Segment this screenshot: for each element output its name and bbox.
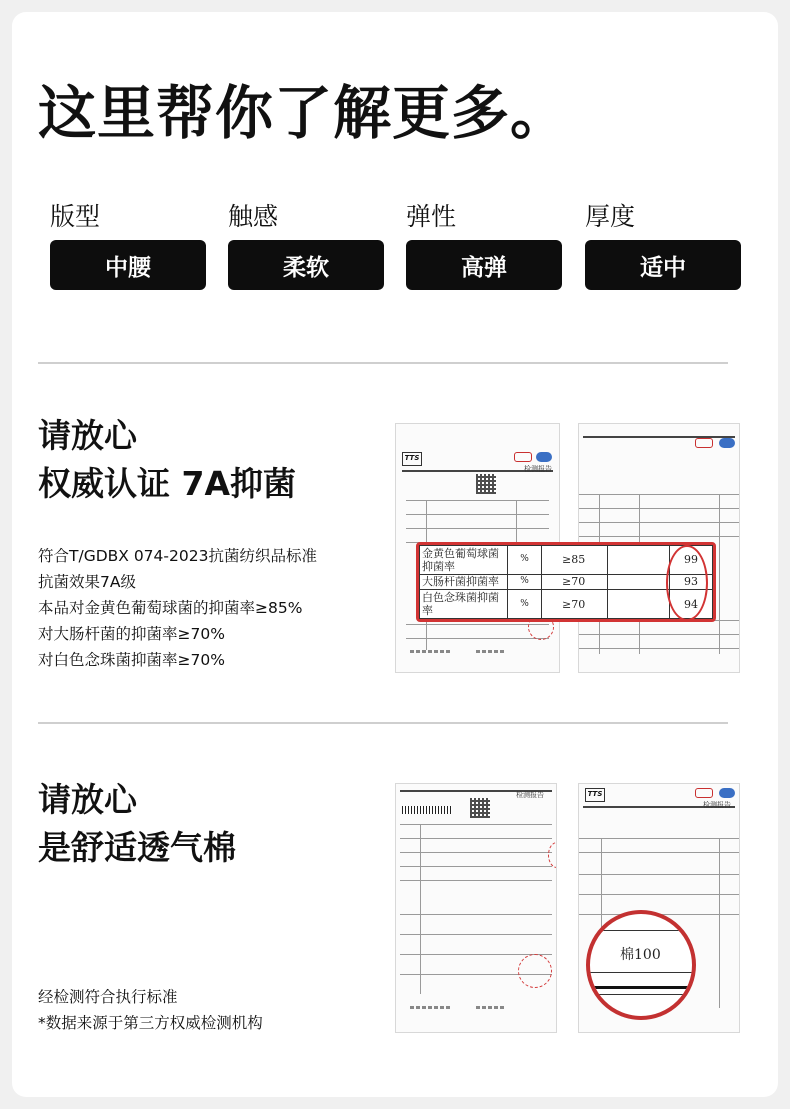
cotton-content-text: 棉100 [620,947,661,963]
attribute-touch [228,200,384,290]
attribute-fit [50,200,206,290]
section1-body-line: 本品对金黄色葡萄球菌的抑菌率≥85% [38,599,303,617]
cnas-badge-icon [695,788,713,798]
ilac-badge-icon [719,788,735,798]
section1-body-line: 抗菌效果7A级 [38,573,136,591]
test-item-blank [608,574,670,589]
test-item-standard: ≥85 [542,546,608,575]
attribute-label: 版型 [50,202,101,231]
test-item-standard: ≥70 [542,574,608,589]
test-item-standard: ≥70 [542,590,608,619]
test-item-name: 金黄色葡萄球菌抑菌率 [420,546,508,575]
test-item-name: 大肠杆菌抑菌率 [420,574,508,589]
test-item-name: 白色念珠菌抑菌率 [420,590,508,619]
test-item-result: 94 [670,590,713,619]
section1-body-line: 对白色念珠菌抑菌率≥70% [38,651,225,669]
ilac-badge-icon [719,438,735,448]
section2-title-line2: 是舒适透气棉 [38,828,236,867]
attribute-value-pill: 柔软 [228,240,384,290]
cnas-badge-icon [514,452,532,462]
test-item-result: 93 [670,574,713,589]
section-divider [38,722,728,724]
page-headline: 这里帮你了解更多。 [38,79,570,147]
qr-code-icon [470,798,490,818]
result-highlight-oval [666,545,708,621]
attribute-value-pill: 中腰 [50,240,206,290]
section1-body [38,543,317,673]
report-heading: 检测报告 [703,801,731,809]
seal-stamp-icon [548,842,557,868]
test-item-result: 99 [670,546,713,575]
cnas-badge-icon [695,438,713,448]
section2-title-line1: 请放心 [38,780,137,819]
attribute-label: 触感 [228,202,279,231]
ilac-badge-icon [536,452,552,462]
test-item-unit: % [508,546,542,575]
section1-body-line: 符合T/GDBX 074-2023抗菌纺织品标准 [38,547,317,565]
attribute-value-pill: 高弹 [406,240,562,290]
section2-body-line: 经检测符合执行标准 [38,988,178,1006]
section2-body-line: *数据来源于第三方权威检测机构 [38,1014,263,1032]
section2-body [38,984,263,1036]
report-rule [583,436,735,438]
test-report-image [395,783,557,1033]
report-logo-icon: TTS [585,788,605,802]
barcode-icon [402,806,452,814]
test-item-unit: % [508,574,542,589]
test-item-blank [608,546,670,575]
test-item-blank [608,590,670,619]
test-item-unit: % [508,590,542,619]
attribute-value-pill: 适中 [585,240,741,290]
report-logo-icon: TTS [402,452,422,466]
section2-title [38,776,236,872]
section1-title [38,412,296,508]
section1-title-line2: 权威认证 7A抑菌 [38,464,296,503]
attribute-elasticity [406,200,562,290]
report-heading: 检测报告 [524,465,552,473]
section1-body-line: 对大肠杆菌的抑菌率≥70% [38,625,225,643]
attribute-label: 弹性 [406,202,457,231]
qr-code-icon [476,474,496,494]
attribute-label: 厚度 [585,202,636,231]
report-heading: 检测报告 [516,791,544,799]
section-divider [38,362,728,364]
attribute-thickness [585,200,741,290]
composition-magnifier [586,910,696,1020]
section1-title-line1: 请放心 [38,416,137,455]
seal-stamp-icon [518,954,552,988]
